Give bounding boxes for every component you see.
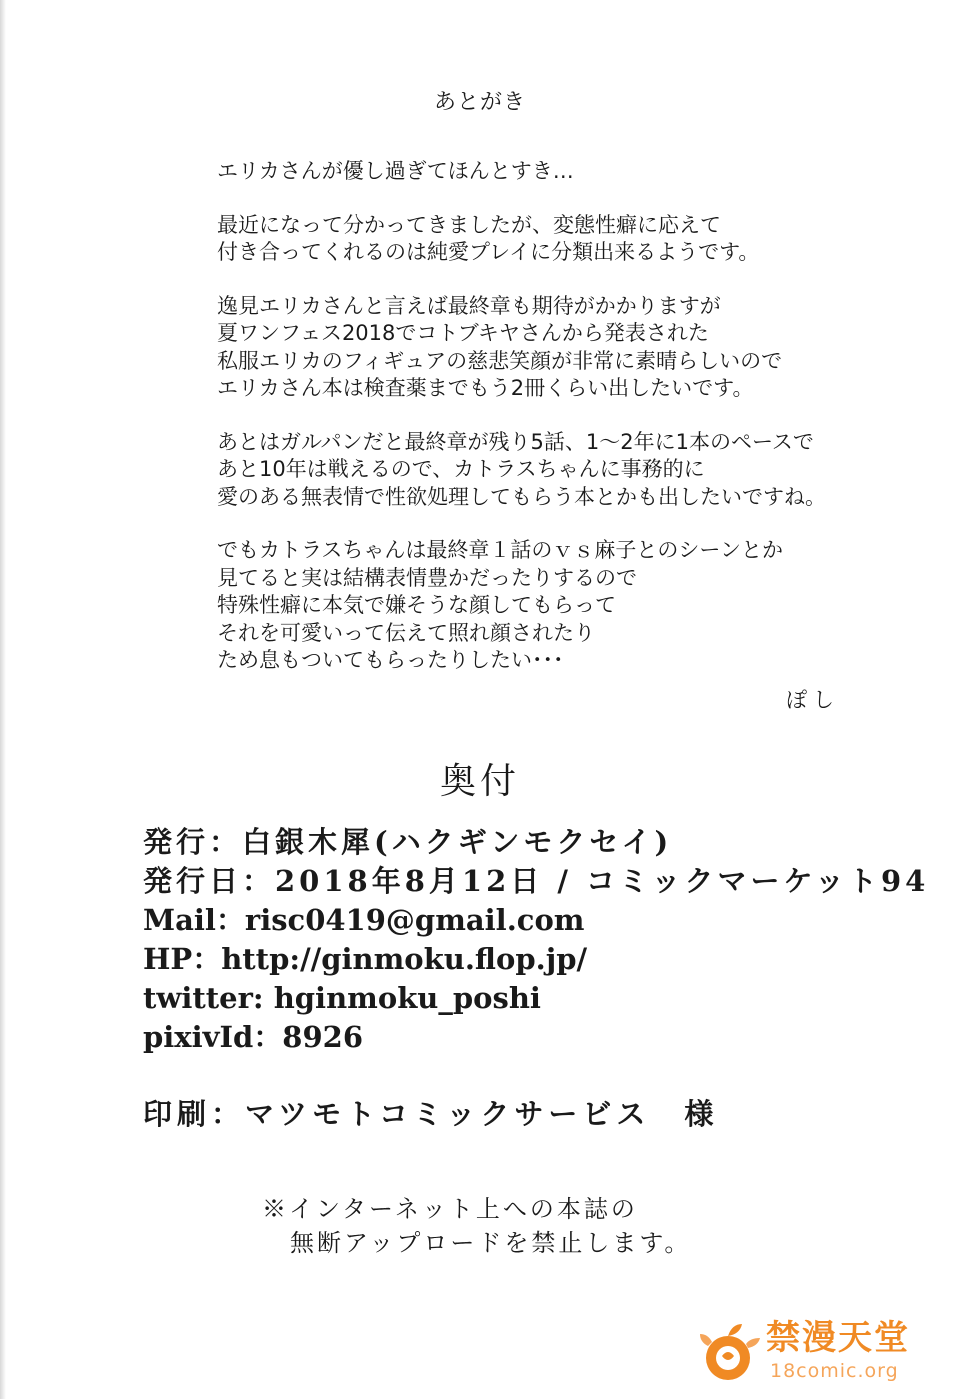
watermark-text: 禁漫天堂 [766,1318,910,1358]
text-line: 特殊性癖に本気で嫌そうな顔してもらって [217,593,616,617]
afterword-body [217,158,857,701]
colophon-details [143,823,943,1057]
text-line: 逸見エリカさんと言えば最終章も期待がかかりますが [217,293,721,318]
text-line: あとはガルパンだと最終章が残り5話、1～2年に1本のペースで [217,429,814,454]
author-signature: ぽし [786,688,840,712]
notice-line: 無断アップロードを禁止します。 [290,1229,692,1257]
text-line: エリカさん本は検査薬までもう2冊くらい出したいです。 [217,376,754,400]
afterword-paragraph [217,429,857,512]
afterword-paragraph [217,537,857,675]
text-line: それを可愛いって伝えて照れ顔されたり [217,620,595,645]
publication-date-line: 発行日：2018年8月12日 / コミックマーケット94 [143,864,930,898]
text-line: エリカさんが優し過ぎてほんとすき… [217,159,574,183]
text-line: ため息もついてもらったりしたい･･･ [217,648,564,672]
notice-line: ※インターネット上への本誌の [262,1195,638,1223]
publisher-line: 発行：白銀木犀(ハクギンモクセイ) [143,825,673,859]
text-line: 夏ワンフェス2018でコトブキヤさんから発表された [217,321,709,345]
pixiv-line: pixivId：8926 [143,1020,364,1054]
afterword-paragraph [217,293,857,403]
afterword-title: あとがき [433,90,526,115]
twitter-line: twitter: hginmoku_poshi [143,981,541,1015]
text-line: でもカトラスちゃんは最終章１話のｖｓ麻子とのシーンとか [217,538,783,562]
printer-line: 印刷：マツモトコミックサービス 様 [143,1097,719,1131]
mail-line: Mail：risc0419@gmail.com [143,903,585,937]
colophon-title: 奥付 [439,761,520,802]
text-line: 付き合ってくれるのは純愛プレイに分類出来るようです。 [217,240,760,264]
watermark-logo-icon [698,1320,762,1386]
text-line: 愛のある無表情で性欲処理してもらう本とかも出したいですね。 [217,484,826,509]
watermark-url: 18comic.org [770,1360,899,1382]
text-line: あと10年は戦えるので、カトラスちゃんに事務的に [217,457,705,481]
upload-notice [262,1192,691,1260]
site-watermark [698,1316,938,1392]
afterword-paragraph [217,212,857,267]
homepage-line: HP：http://ginmoku.flop.jp/ [143,942,588,976]
scan-edge [0,0,6,1399]
text-line: 最近になって分かってきましたが、変態性癖に応えて [217,212,721,237]
afterword-paragraph [217,158,857,186]
text-line: 見てると実は結構表情豊かだったりするので [217,565,637,590]
text-line: 私服エリカのフィギュアの慈悲笑顔が非常に素晴らしいので [217,348,783,373]
